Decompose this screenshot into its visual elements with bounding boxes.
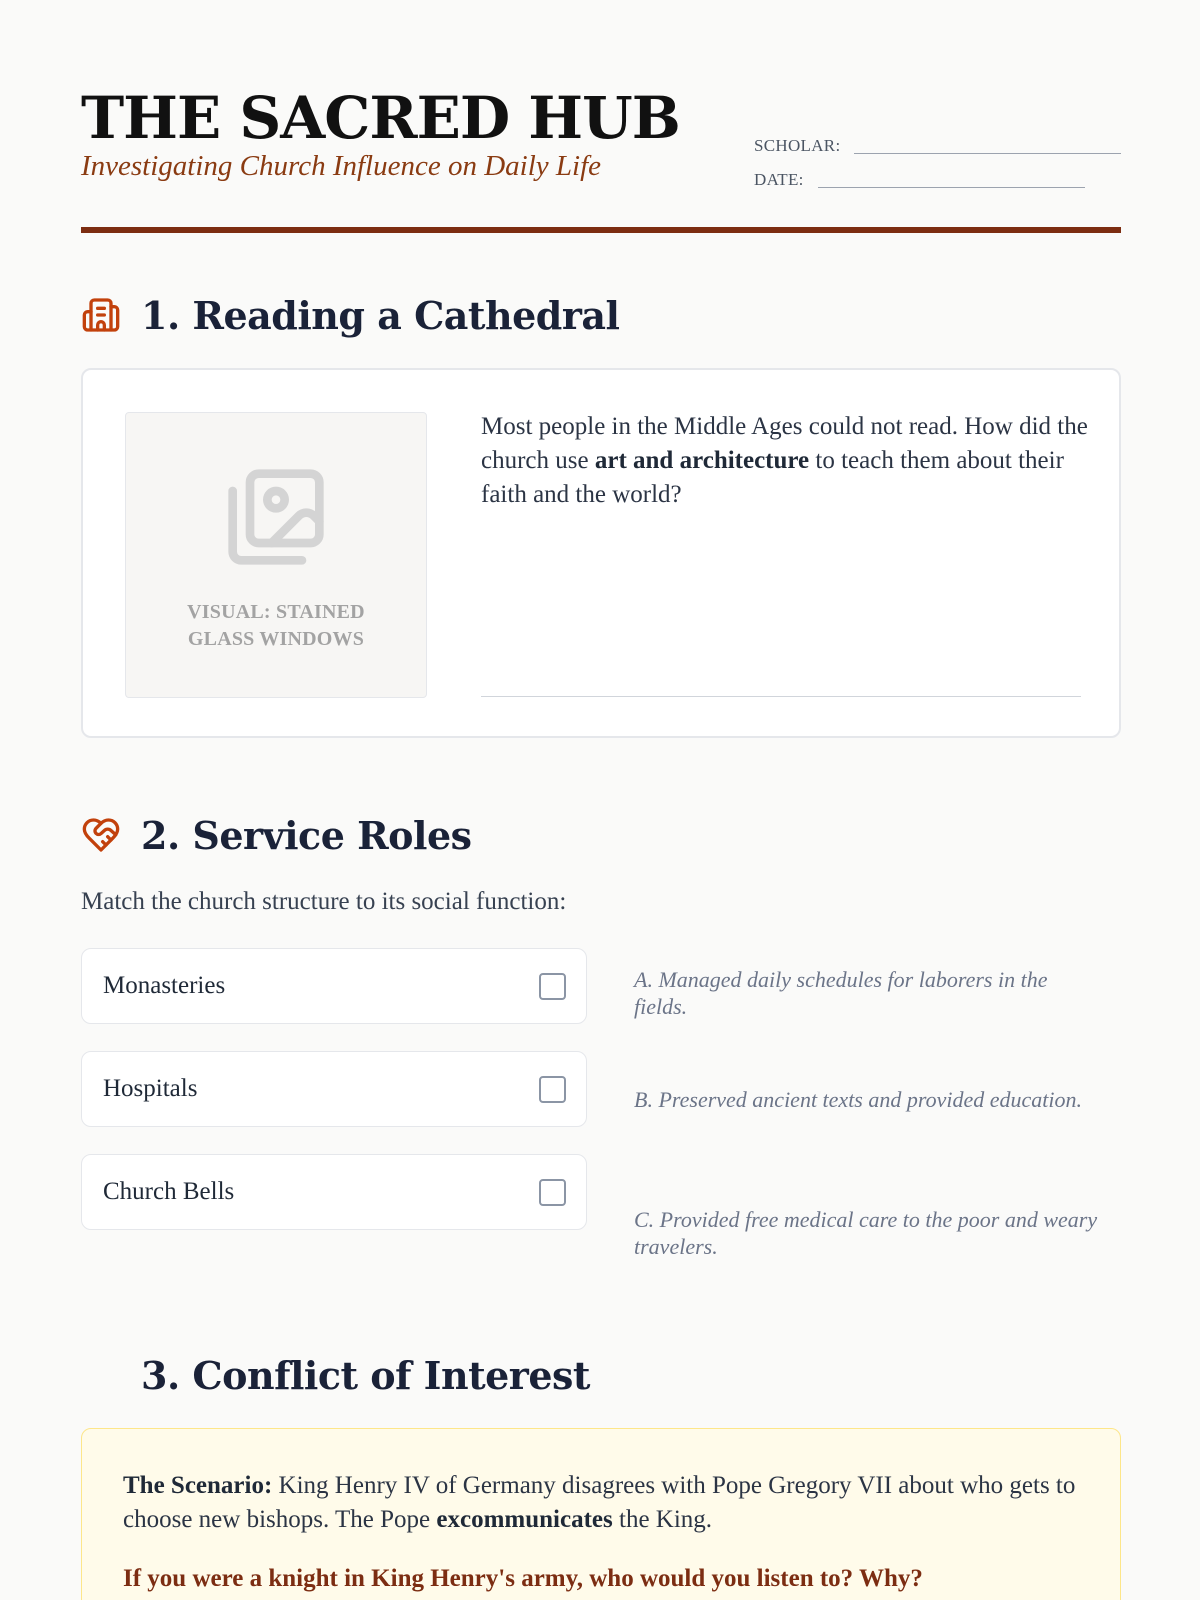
page-title: THE SACRED HUB bbox=[81, 84, 680, 152]
cathedral-prompt bbox=[481, 410, 1091, 512]
option-a: A. Managed daily schedules for laborers in the fields. bbox=[634, 967, 1048, 1019]
match-checkbox[interactable] bbox=[539, 973, 566, 1000]
image-placeholder-icon bbox=[224, 465, 328, 569]
heart-handshake-icon bbox=[81, 815, 121, 855]
date-label: DATE: bbox=[754, 170, 804, 189]
match-checkbox[interactable] bbox=[539, 1179, 566, 1206]
match-item-church-bells bbox=[81, 1154, 587, 1230]
scenario-text-start: King Henry IV of Germany disagrees with Pope Gregory VII about who gets to choose new bishops. The Pope bbox=[123, 1472, 1076, 1533]
section-2-title: 2. Service Roles bbox=[141, 812, 472, 858]
match-checkbox[interactable] bbox=[539, 1076, 566, 1103]
scholar-row bbox=[754, 126, 1124, 160]
scenario-label: The Scenario: bbox=[123, 1472, 273, 1499]
cathedral-card bbox=[81, 368, 1121, 738]
matching-instruction: Match the church structure to its social function: bbox=[81, 888, 567, 915]
worksheet-page bbox=[81, 0, 1121, 1600]
option-b: B. Preserved ancient texts and provided education. bbox=[634, 1087, 1083, 1112]
match-item-monasteries bbox=[81, 948, 587, 1024]
prompt-text-end: to teach them about their faith and the world? bbox=[481, 447, 1064, 508]
prompt-emphasis: art and architecture bbox=[594, 447, 810, 474]
section-3-heading bbox=[81, 1350, 590, 1400]
stained-glass-visual bbox=[125, 412, 427, 698]
scenario-box bbox=[81, 1428, 1121, 1600]
prompt-text-start: Most people in the Middle Ages could not read. How did the church use bbox=[481, 413, 1088, 474]
section-2-heading bbox=[81, 810, 472, 860]
header-divider bbox=[81, 227, 1121, 233]
scenario-text-end: the King. bbox=[612, 1506, 713, 1533]
section-3-icon-slot bbox=[81, 1355, 121, 1395]
match-item-label: Hospitals bbox=[103, 1075, 198, 1102]
section-1-heading bbox=[81, 290, 619, 340]
cathedral-icon bbox=[81, 295, 121, 335]
student-info bbox=[754, 126, 1124, 194]
page-subtitle: Investigating Church Influence on Daily Life bbox=[81, 150, 602, 182]
date-row bbox=[754, 160, 1124, 194]
match-item-label: Monasteries bbox=[103, 972, 226, 999]
visual-label: VISUAL: STAINED GLASS WINDOWS bbox=[187, 601, 365, 650]
scholar-label: SCHOLAR: bbox=[754, 136, 841, 155]
option-c: C. Provided free medical care to the poor and weary travelers. bbox=[634, 1207, 1098, 1259]
section-1-title: 1. Reading a Cathedral bbox=[141, 292, 620, 338]
match-item-label: Church Bells bbox=[103, 1178, 235, 1205]
section-3-title: 3. Conflict of Interest bbox=[141, 1352, 590, 1398]
match-item-hospitals bbox=[81, 1051, 587, 1127]
answer-line[interactable] bbox=[481, 696, 1081, 697]
scenario-emphasis: excommunicates bbox=[436, 1506, 613, 1533]
scholar-name-field[interactable] bbox=[854, 153, 1121, 154]
worksheet-header bbox=[81, 84, 1121, 234]
date-field[interactable] bbox=[818, 187, 1085, 188]
scenario-text bbox=[123, 1469, 1083, 1537]
scenario-question: If you were a knight in King Henry's army, who would you listen to? Why? bbox=[123, 1565, 923, 1592]
